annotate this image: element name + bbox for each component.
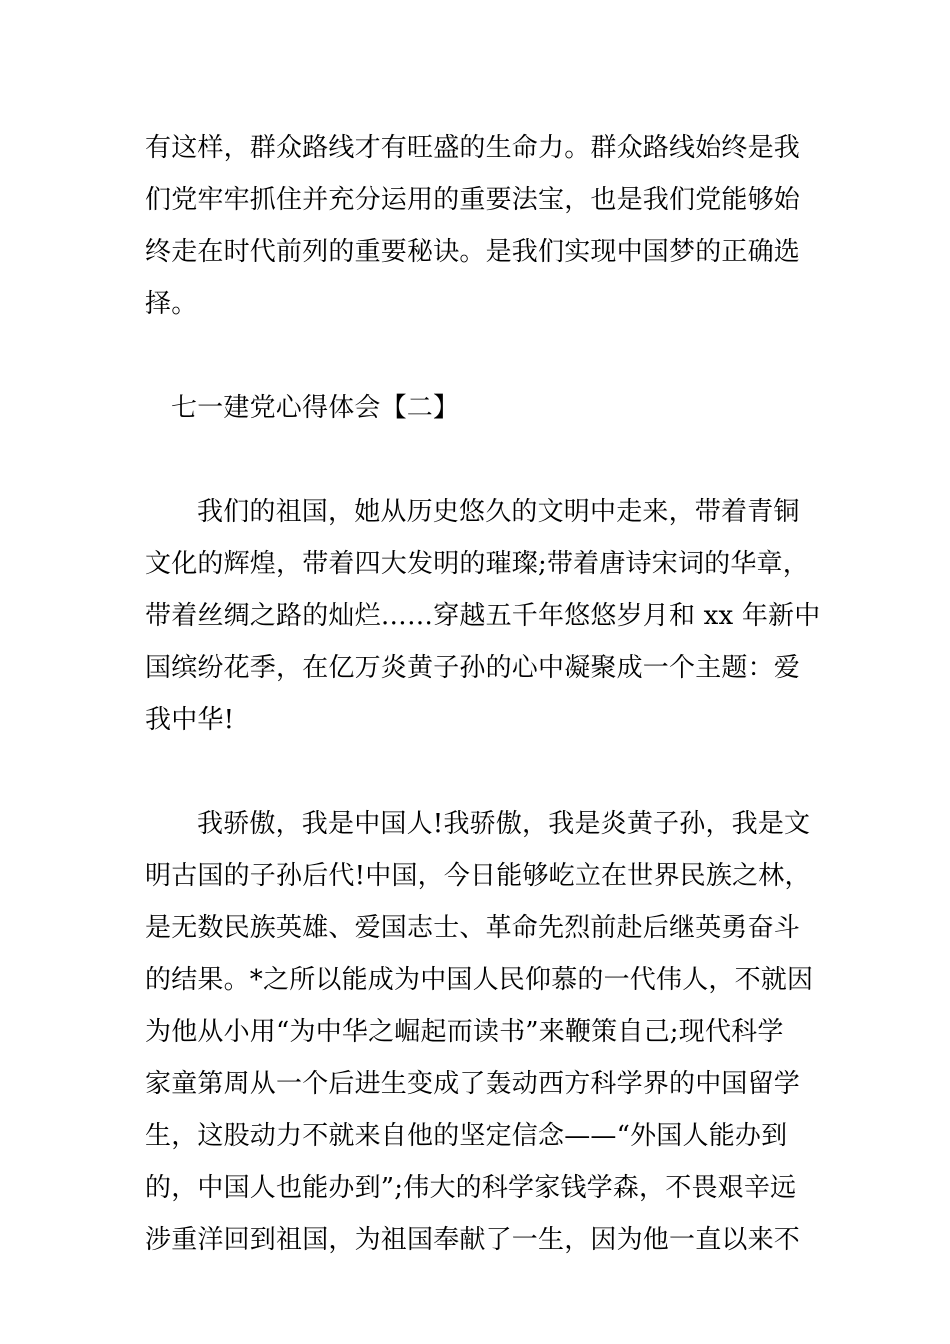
paragraph-spacer bbox=[145, 330, 807, 382]
text-line: 的结果。*之所以能成为中国人民仰慕的一代伟人，不就因 bbox=[145, 965, 814, 995]
text-line: 终走在时代前列的重要秘诀。是我们实现中国梦的正确选 bbox=[145, 237, 801, 267]
text-line: 生，这股动力不就来自他的坚定信念——“外国人能办到 bbox=[145, 1121, 788, 1151]
text-line: 文化的辉煌，带着四大发明的璀璨;带着唐诗宋词的华章， bbox=[145, 549, 809, 579]
heading-line: 七一建党心得体会【二】 bbox=[171, 393, 460, 423]
section-heading bbox=[145, 382, 807, 434]
text-line: 带着丝绸之路的灿烂……穿越五千年悠悠岁月和 xx 年新中 bbox=[145, 601, 821, 631]
text-line: 明古国的子孙后代!中国，今日能够屹立在世界民族之林， bbox=[145, 861, 811, 891]
text-line: 我中华! bbox=[145, 705, 235, 735]
text-line: 是无数民族英雄、爱国志士、革命先烈前赴后继英勇奋斗 bbox=[145, 913, 801, 943]
text-line: 家童第周从一个后进生变成了轰动西方科学界的中国留学 bbox=[145, 1069, 801, 1099]
text-line: 有这样，群众路线才有旺盛的生命力。群众路线始终是我 bbox=[145, 133, 801, 163]
text-line: 择。 bbox=[145, 289, 198, 319]
paragraph-continuation bbox=[145, 122, 807, 330]
text-line: 们党牢牢抓住并充分运用的重要法宝，也是我们党能够始 bbox=[145, 185, 801, 215]
paragraph-spacer bbox=[145, 746, 807, 798]
text-line: 我们的祖国，她从历史悠久的文明中走来，带着青铜 bbox=[197, 497, 800, 527]
paragraph-spacer bbox=[145, 434, 807, 486]
text-line: 我骄傲，我是中国人!我骄傲，我是炎黄子孙，我是文 bbox=[197, 809, 811, 839]
text-line: 国缤纷花季，在亿万炎黄子孙的心中凝聚成一个主题：爱 bbox=[145, 653, 801, 683]
paragraph-body bbox=[145, 486, 821, 746]
text-line: 为他从小用“为中华之崛起而读书”来鞭策自己;现代科学 bbox=[145, 1017, 784, 1047]
document-body bbox=[145, 122, 821, 1266]
text-line: 涉重洋回到祖国，为祖国奉献了一生，因为他一直以来不 bbox=[145, 1225, 801, 1255]
text-line: 的，中国人也能办到”;伟大的科学家钱学森，不畏艰辛远 bbox=[145, 1173, 797, 1203]
paragraph-body bbox=[145, 798, 814, 1266]
